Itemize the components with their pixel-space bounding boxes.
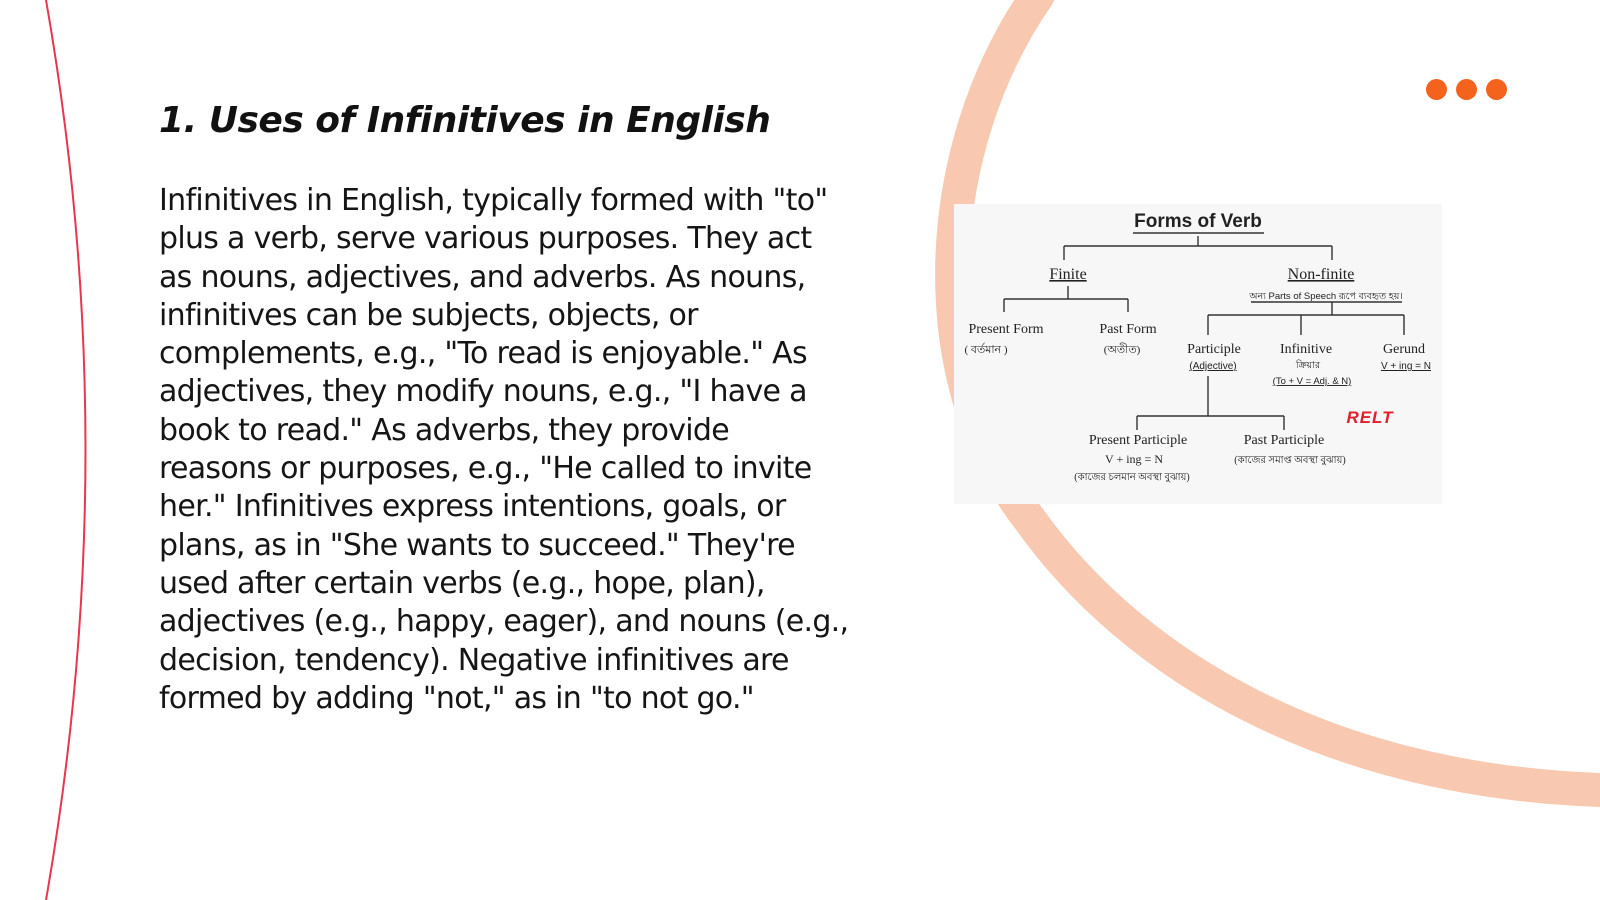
non-finite-note: অন্য Parts of Speech রূপে ব্যবহৃত হয়। [1249, 291, 1403, 302]
non-finite-label: Non-finite [1287, 266, 1355, 283]
past-form-note: (অতীত) [1103, 344, 1141, 356]
past-form-label: Past Form [1099, 322, 1157, 337]
finite-label: Finite [1049, 266, 1087, 283]
body-paragraph: Infinitives in English, typically formed with "to" plus a verb, serve various purposes. They act as nouns, adjectives, and adverbs. As nouns, infinitives can be subjects, objects, or complements, e.g., "To read is enjoyable." As adjectives, they modify nouns, e.g., "I have a book to read." As adverbs, they provide reasons or purposes, e.g., "He called to invite her." Infinitives express intentions, goals, or plans, as in "She wants to succeed." They're used after certain verbs (e.g., hope, plan), adjectives (e.g., happy, eager), and nouns (e.g., decision, tendency). Negative infinitives are formed by adding "not," as in "to not go." [159, 183, 849, 716]
forms-of-verb-diagram [954, 204, 1442, 504]
past-participle-label: Past Participle [1243, 433, 1325, 448]
left-curve-line [46, 0, 86, 900]
present-participle-formula: V + ing = N [1105, 452, 1163, 466]
participle-label: Participle [1187, 342, 1241, 357]
present-participle-label: Present Participle [1088, 433, 1188, 448]
gerund-label: Gerund [1383, 342, 1425, 357]
present-participle-note: (কাজের চলমান অবস্থা বুঝায়) [1074, 472, 1190, 483]
dot-icon [1486, 79, 1507, 100]
infinitive-note: ক্রিয়ার [1295, 361, 1321, 371]
gerund-formula: V + ing = N [1380, 361, 1432, 372]
present-form-label: Present Form [968, 322, 1044, 337]
infinitive-formula: (To + V = Adj. & N) [1272, 376, 1352, 387]
dot-icon [1426, 79, 1447, 100]
slide-title: 1. Uses of Infinitives in English [159, 100, 771, 141]
dot-icon [1456, 79, 1477, 100]
participle-note: (Adjective) [1189, 361, 1237, 372]
present-form-note: ( বর্তমান ) [964, 344, 1008, 356]
diagram-title: Forms of Verb [1134, 211, 1262, 232]
relt-logo: RELT [1346, 408, 1394, 427]
infinitive-label: Infinitive [1279, 342, 1333, 357]
menu-dots-icon [1426, 79, 1507, 101]
past-participle-note: (কাজের সমাপ্ত অবস্থা বুঝায়) [1234, 455, 1346, 466]
